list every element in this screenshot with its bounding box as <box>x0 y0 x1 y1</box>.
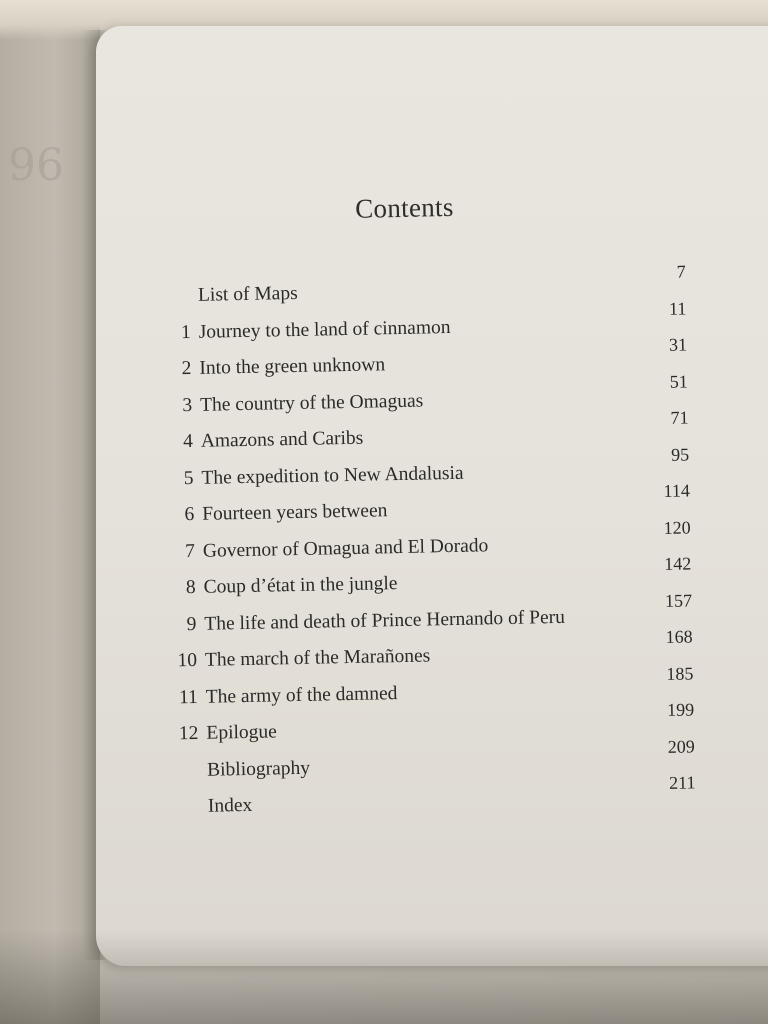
page-number: 11 <box>668 297 687 319</box>
chapter-number: 6 <box>184 503 195 526</box>
chapter-number: 1 <box>180 321 191 343</box>
chapter-number: 4 <box>182 430 194 453</box>
chapter-number: 5 <box>183 467 194 489</box>
page-number: 211 <box>668 772 696 793</box>
page-number: 185 <box>666 662 694 684</box>
page-number: 157 <box>664 589 693 611</box>
chapter-title: Bibliography <box>206 757 311 781</box>
chapter-title: The life and death of Prince Hernando of Peru <box>204 606 566 635</box>
chapter-number: 12 <box>178 722 199 745</box>
chapter-number: 7 <box>184 540 196 562</box>
page-number: 168 <box>665 626 693 647</box>
page-number: 199 <box>666 699 695 720</box>
chapter-title: The march of the Marañones <box>204 645 431 671</box>
chapter-number: 11 <box>178 686 198 708</box>
chapter-number: 8 <box>185 576 196 599</box>
chapter-title: The army of the damned <box>205 682 398 708</box>
chapter-title: Amazons and Caribs <box>200 427 364 452</box>
page-number: 114 <box>663 480 691 501</box>
page-title: Contents <box>354 191 454 224</box>
chapter-title: Governor of Omagua and El Dorado <box>202 534 489 562</box>
page-number: 120 <box>663 516 691 538</box>
chapter-title: Journey to the land of cinnamon <box>198 316 451 343</box>
chapter-number <box>156 285 190 286</box>
chapter-number <box>165 759 199 760</box>
page-number: 31 <box>668 334 688 355</box>
chapter-title: Into the green unknown <box>199 354 386 379</box>
chapter-title: The country of the Omaguas <box>199 390 424 416</box>
chapter-title: The expedition to New Andalusia <box>201 462 464 489</box>
bleed-through-mark: 96 <box>8 140 64 191</box>
page-number: 71 <box>670 407 689 428</box>
chapter-title: Fourteen years between <box>202 500 388 525</box>
chapter-number: 10 <box>177 649 198 672</box>
chapter-title: Epilogue <box>206 721 278 744</box>
chapter-title: Coup d’état in the jungle <box>203 573 398 598</box>
chapter-title: Index <box>207 794 253 817</box>
chapter-title: List of Maps <box>197 282 298 306</box>
chapter-number <box>166 796 200 797</box>
chapter-number: 2 <box>181 357 192 380</box>
page-number: 209 <box>667 735 695 757</box>
table-of-contents <box>156 261 706 825</box>
page-number: 7 <box>676 261 686 282</box>
page-number: 142 <box>664 553 692 574</box>
page-number: 51 <box>669 370 688 392</box>
chapter-number: 9 <box>186 613 197 635</box>
chapter-number: 3 <box>182 394 193 416</box>
page-number: 95 <box>670 443 690 465</box>
